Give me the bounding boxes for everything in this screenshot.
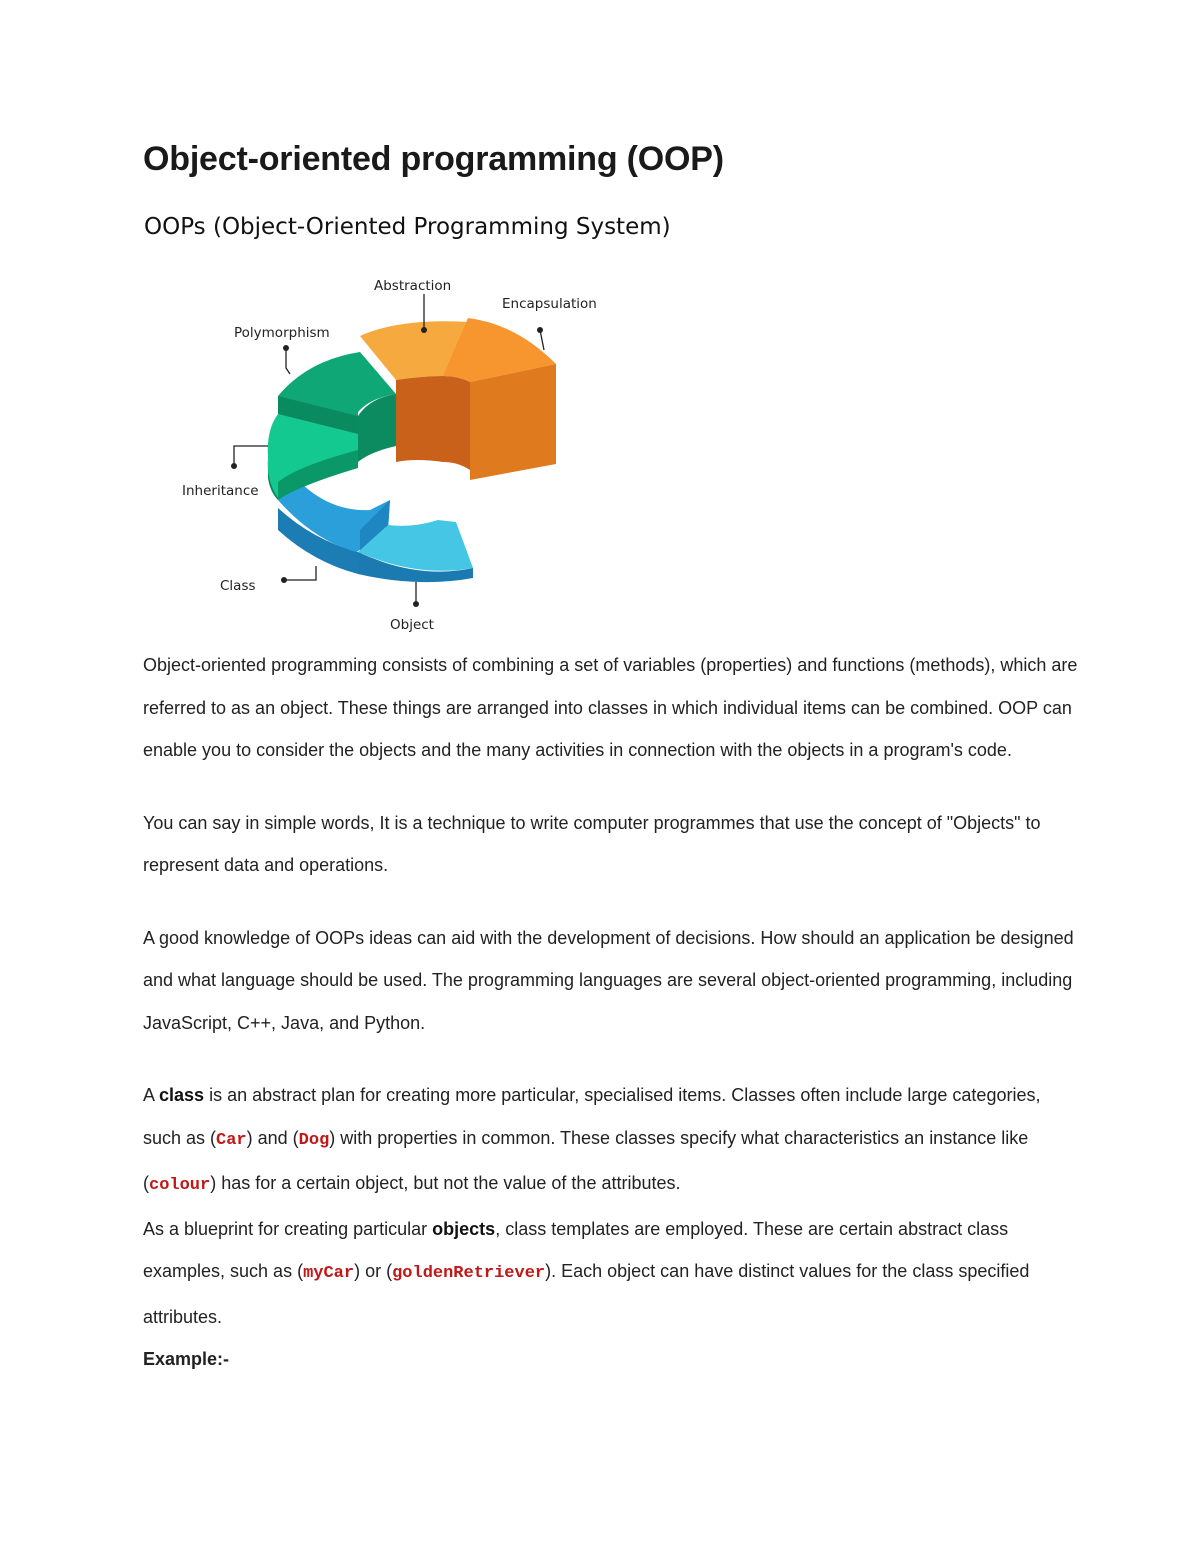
label-encapsulation: Encapsulation — [502, 296, 597, 312]
text-run: ) with properties in common. These classes specify what characteristics an instance like ( — [143, 1127, 1029, 1193]
term-class: class — [159, 1085, 205, 1105]
figure-heading: OOPs (Object-Oriented Programming System) — [144, 214, 671, 240]
code-mycar: myCar — [303, 1264, 355, 1283]
label-class: Class — [220, 578, 256, 594]
article-body — [143, 644, 1083, 1411]
code-dog: Dog — [298, 1130, 330, 1150]
label-polymorphism: Polymorphism — [234, 325, 330, 341]
paragraph-3: A good knowledge of OOPs ideas can aid with the development of decisions. How should an application be designed and what language should be used. The programming languages are several object-oriented programming, including JavaScript, C++, Java, and Python. — [143, 927, 1074, 1033]
text-run: ) has for a certain object, but not the value of the attributes. — [210, 1173, 681, 1193]
encapsulation-segment — [443, 318, 556, 480]
oop-ring-illustration — [138, 200, 738, 650]
paragraph-objects — [143, 1208, 1083, 1339]
paragraph-1: Object-oriented programming consists of combining a set of variables (properties) and functions (methods), which are referred to as an object. These things are arranged into classes in which individual items can be combined. OOP can enable you to consider the objects and the many activities in connection with the objects in a program's code. — [143, 655, 1078, 760]
text-run: A — [143, 1085, 160, 1105]
label-inheritance: Inheritance — [182, 483, 259, 499]
text-run: As a blueprint for creating particular — [143, 1218, 433, 1239]
oop-diagram — [138, 200, 738, 650]
text-run: is an abstract plan for creating more particular, specialised items. Classes often include large categories, such as ( — [143, 1085, 1041, 1148]
code-car: Car — [216, 1130, 247, 1150]
label-abstraction: Abstraction — [374, 278, 452, 294]
example-heading: Example:- — [143, 1349, 230, 1369]
code-colour: colour — [149, 1176, 211, 1195]
paragraph-2: You can say in simple words, It is a technique to write computer programmes that use the concept of "Objects" to represent data and operations. — [143, 812, 1041, 875]
term-objects: objects — [432, 1218, 496, 1239]
text-run: , class templates are employed. These are certain abstract class examples, such as ( — [143, 1218, 1009, 1281]
code-goldenretriever: goldenRetriever — [392, 1264, 546, 1283]
text-run: ) and ( — [246, 1127, 299, 1148]
label-object: Object — [390, 617, 434, 633]
text-run: ). Each object can have distinct values for the class specified attributes. — [143, 1261, 1030, 1327]
text-run: ) or ( — [354, 1261, 393, 1281]
paragraph-class — [143, 1074, 1083, 1208]
page-title: Object-oriented programming (OOP) — [143, 140, 724, 178]
